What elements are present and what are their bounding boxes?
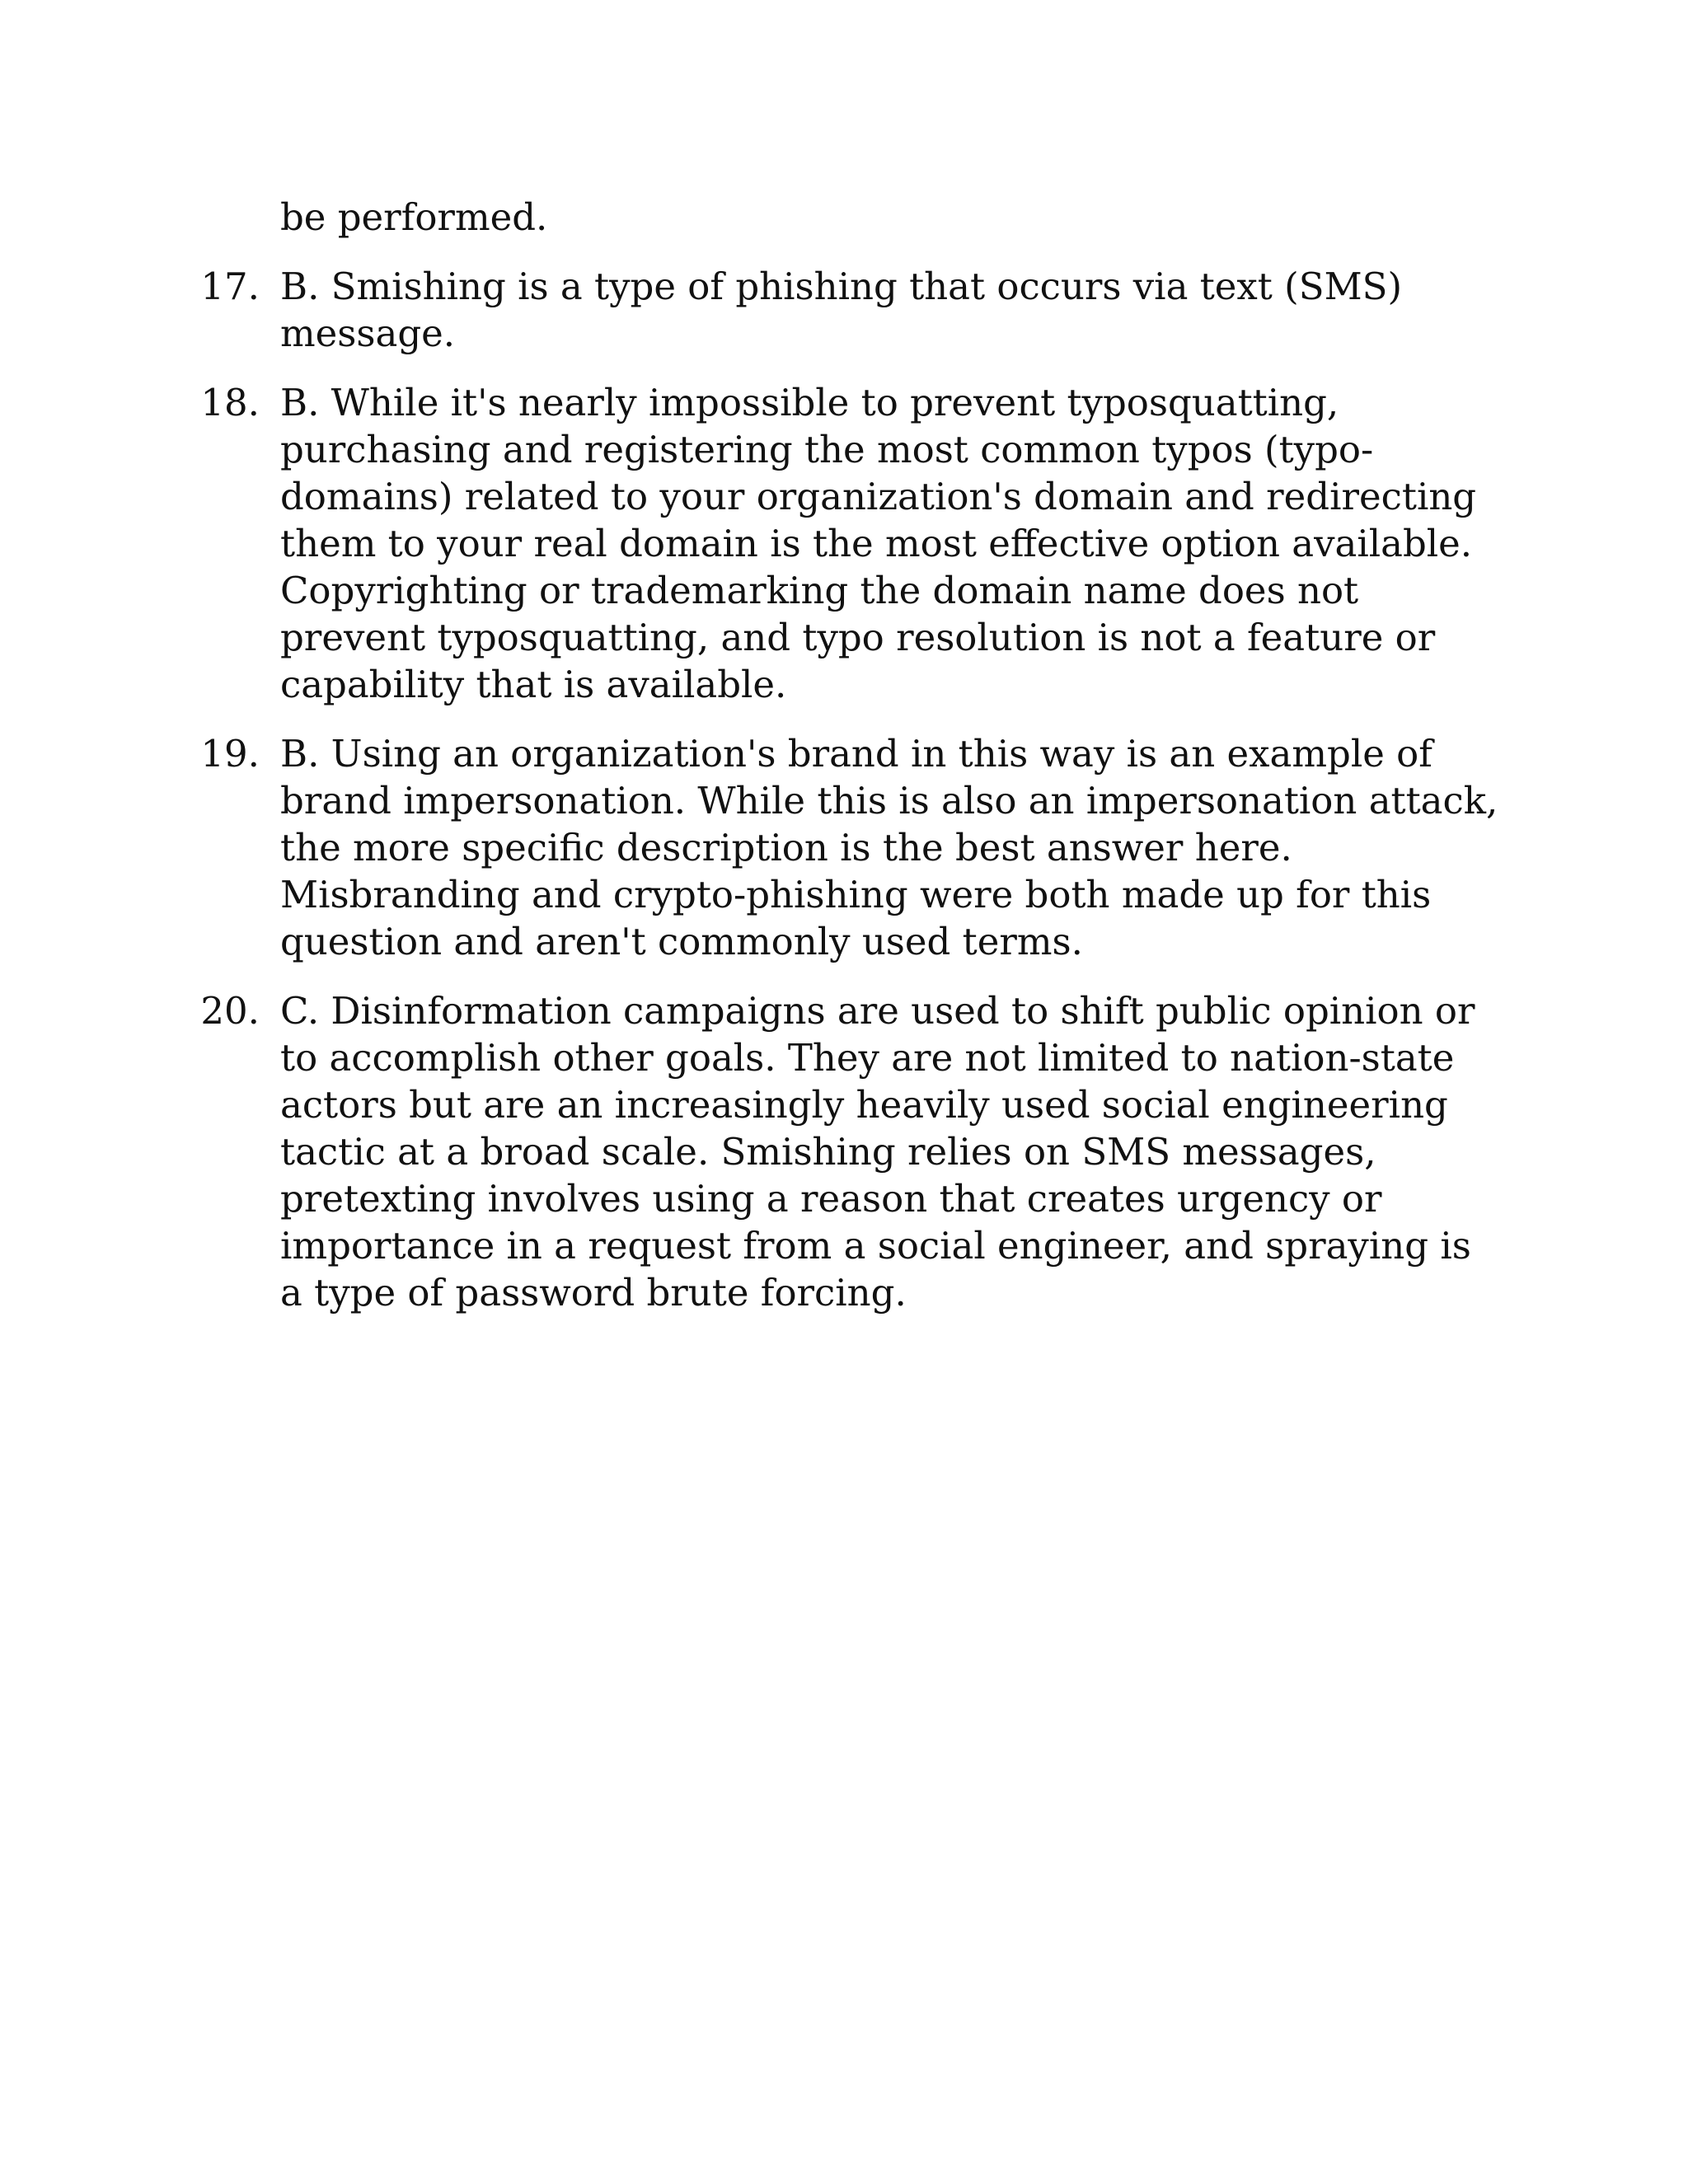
answer-item-20 [0,987,1500,1316]
answer-text: B. While it's nearly impossible to prevent typosquatting, purchasing and registering the most common typos (typo-domains) related to your organization's domain and redirecting them to your real domain is the most effective option available. Copyrighting or trademarking the domain name does not prevent typosquatting, and typo resolution is not a feature or capability that is available. [280,381,1477,706]
answer-text: B. Using an organization's brand in this way is an example of brand impersonation. While this is also an impersonation attack, the more specific description is the best answer here. Misbranding and crypto-phishing were both made up for this question and aren't commonly used terms. [280,732,1498,963]
answer-list [0,263,1688,1316]
answer-item-19 [0,730,1500,965]
answer-number: 18. [200,381,260,424]
answer-item-18 [0,379,1500,708]
answer-item-17 [0,263,1500,357]
answer-number: 20. [200,989,260,1033]
answer-number: 17. [200,265,260,308]
answer-text-block [0,194,1688,1316]
answer-text: C. Disinformation campaigns are used to shift public opinion or to accomplish other goals. They are not limited to nation-state actors but are an increasingly heavily used social engineering tactic at a broad scale. Smishing relies on SMS messages, pretexting involves using a reason that creates urgency or importance in a request from a social engineer, and spraying is a type of password brute forcing. [280,989,1475,1315]
continuation-text: be performed. [280,195,548,239]
answer-text: B. Smishing is a type of phishing that occurs via text (SMS) message. [280,265,1403,355]
answer-number: 19. [200,732,260,776]
